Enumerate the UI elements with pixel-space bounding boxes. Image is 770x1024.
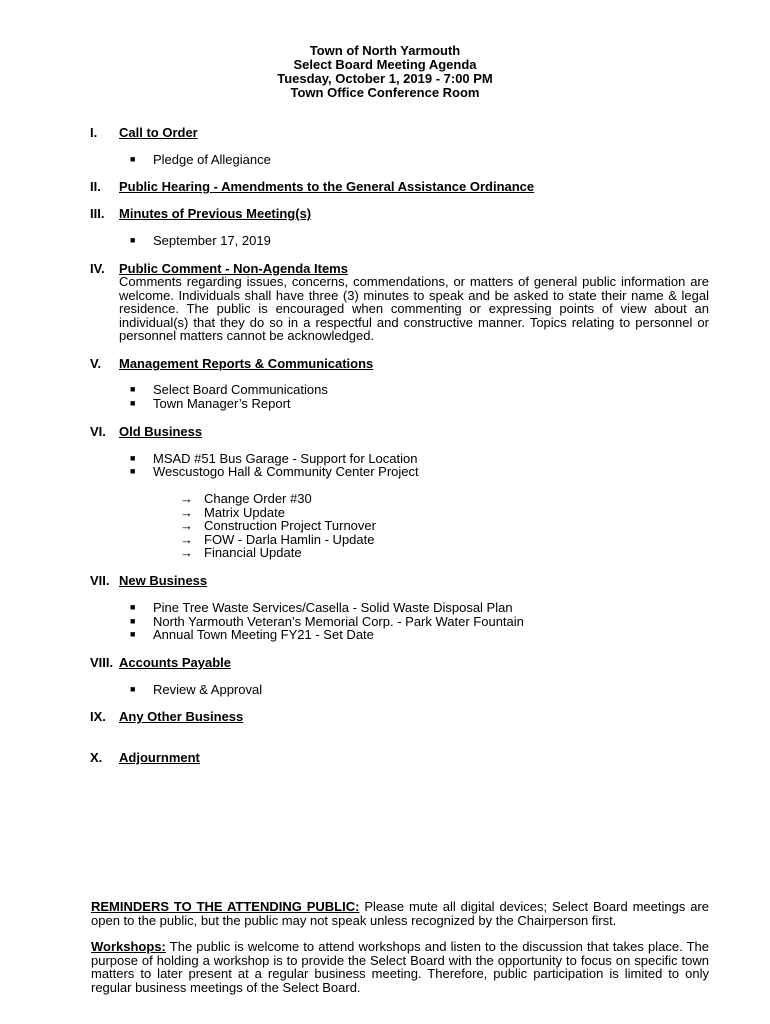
sub-item: Matrix Update bbox=[204, 505, 285, 520]
bullet-icon: ■ bbox=[130, 235, 136, 245]
section-number: I. bbox=[90, 125, 98, 140]
bullet-icon: ■ bbox=[130, 453, 136, 463]
sub-item: FOW - Darla Hamlin - Update bbox=[204, 532, 375, 547]
section-title-minutes: Minutes of Previous Meeting(s) bbox=[119, 206, 312, 221]
bullet-icon: ■ bbox=[130, 384, 136, 394]
workshops-paragraph bbox=[91, 940, 709, 994]
town-name: Town of North Yarmouth bbox=[309, 43, 461, 58]
bullet-icon: ■ bbox=[130, 684, 136, 694]
meeting-location: Town Office Conference Room bbox=[290, 85, 480, 100]
agenda-item: MSAD #51 Bus Garage - Support for Location bbox=[153, 451, 418, 466]
section-title-old-business: Old Business bbox=[119, 424, 203, 439]
section-title-new-business: New Business bbox=[119, 573, 208, 588]
section-title-adjournment: Adjournment bbox=[119, 750, 200, 765]
meeting-title: Select Board Meeting Agenda bbox=[293, 57, 477, 72]
agenda-item: September 17, 2019 bbox=[153, 233, 271, 248]
bullet-icon: ■ bbox=[130, 154, 136, 164]
section-title-management-reports: Management Reports & Communications bbox=[119, 356, 374, 371]
public-comment-text: Comments regarding issues, concerns, commendations, or matters of general public information are welcome. Individuals shall have three (3) minutes to speak and be asked to state their name & legal residence. The public is encouraged when commenting or expressing points of view about an individual(s) that they do so in a respectful and constructive manner. Topics relating to personnel or personnel matters cannot be acknowledged. bbox=[119, 274, 709, 344]
agenda-item: Wescustogo Hall & Community Center Project bbox=[153, 464, 419, 479]
agenda-item: Annual Town Meeting FY21 - Set Date bbox=[153, 627, 374, 642]
sub-item: Financial Update bbox=[204, 545, 302, 560]
section-title-public-comment: Public Comment - Non-Agenda Items bbox=[119, 261, 348, 276]
bullet-icon: ■ bbox=[130, 629, 136, 639]
bullet-icon: ■ bbox=[130, 466, 136, 476]
bullet-icon: ■ bbox=[130, 398, 136, 408]
arrow-icon: → bbox=[180, 491, 193, 506]
agenda-item: North Yarmouth Veteran’s Memorial Corp. - Park Water Fountain bbox=[153, 614, 524, 629]
section-number: VII. bbox=[90, 573, 110, 588]
reminders-paragraph bbox=[91, 900, 709, 927]
section-title-call-to-order: Call to Order bbox=[119, 125, 198, 140]
meeting-date: Tuesday, October 1, 2019 - 7:00 PM bbox=[277, 71, 493, 86]
section-number: II. bbox=[90, 179, 101, 194]
section-number: V. bbox=[90, 356, 102, 371]
reminders-text: Please mute all digital devices; Select Board meetings are open to the public, but the public may not speak unless recognized by the Chairperson first. bbox=[91, 899, 709, 928]
reminders-heading: REMINDERS TO THE ATTENDING PUBLIC: bbox=[91, 899, 360, 914]
arrow-icon: → bbox=[180, 545, 193, 560]
section-number: IV. bbox=[90, 261, 105, 276]
section-number: X. bbox=[90, 750, 103, 765]
section-number: VIII. bbox=[90, 655, 114, 670]
agenda-item: Review & Approval bbox=[153, 682, 263, 697]
arrow-icon: → bbox=[180, 532, 193, 547]
sub-item: Construction Project Turnover bbox=[204, 518, 376, 533]
bullet-icon: ■ bbox=[130, 602, 136, 612]
section-number: III. bbox=[90, 206, 105, 221]
section-number: IX. bbox=[90, 709, 106, 724]
section-title-other-business: Any Other Business bbox=[119, 709, 244, 724]
sub-item: Change Order #30 bbox=[204, 491, 312, 506]
agenda-item: Town Manager’s Report bbox=[153, 396, 291, 411]
agenda-item: Pine Tree Waste Services/Casella - Solid Waste Disposal Plan bbox=[153, 600, 513, 615]
arrow-icon: → bbox=[180, 518, 193, 533]
section-title-public-hearing: Public Hearing - Amendments to the General Assistance Ordinance bbox=[119, 179, 535, 194]
workshops-heading: Workshops: bbox=[91, 939, 166, 954]
agenda-header bbox=[0, 44, 770, 100]
agenda-item: Select Board Communications bbox=[153, 382, 328, 397]
bullet-icon: ■ bbox=[130, 616, 136, 626]
section-number: VI. bbox=[90, 424, 106, 439]
agenda-item: Pledge of Allegiance bbox=[153, 152, 271, 167]
workshops-text: The public is welcome to attend workshops and listen to the discussion that takes place. The purpose of holding a workshop is to provide the Select Board with the opportunity to focus on specific town matters to later present at a regular business meeting. Therefore, public participation is limited to only regular business meetings of the Select Board. bbox=[91, 939, 709, 995]
section-title-accounts-payable: Accounts Payable bbox=[119, 655, 231, 670]
arrow-icon: → bbox=[180, 505, 193, 520]
